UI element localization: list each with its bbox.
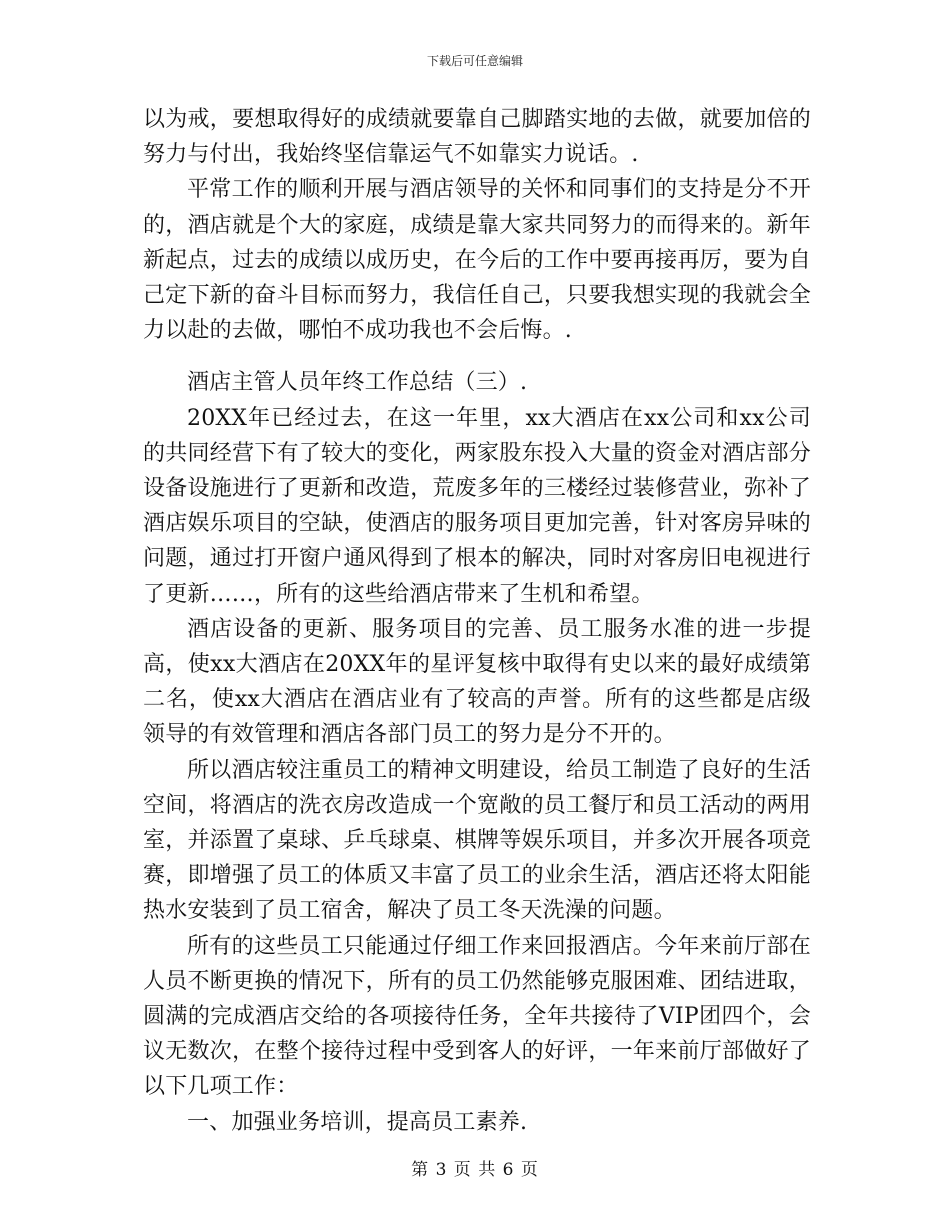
paragraph: 酒店设备的更新、服务项目的完善、员工服务水准的进一步提高，使xx大酒店在20XX年的星评复核中取得有史以来的最好成绩第二名，使xx大酒店在酒店业有了较高的声誉。所有的这些都是店级领导的有效管理和酒店各部门员工的努力是分不开的。	[143, 616, 811, 748]
paragraph: 所以酒店较注重员工的精神文明建设，给员工制造了良好的生活空间，将酒店的洗衣房改造成一个宽敞的员工餐厅和员工活动的两用室，并添置了桌球、乒乓球桌、棋牌等娱乐项目，并多次开展各项竞赛，即增强了员工的体质又丰富了员工的业余生活，酒店还将太阳能热水安装到了员工宿舍，解决了员工冬天洗澡的问题。	[143, 757, 811, 924]
paragraph: 20XX年已经过去，在这一年里，xx大酒店在xx公司和xx公司的共同经营下有了较大的变化，两家股东投入大量的资金对酒店部分设备设施进行了更新和改造，荒废多年的三楼经过装修营业，弥补了酒店娱乐项目的空缺，使酒店的服务项目更加完善，针对客房异味的问题，通过打开窗户通风得到了根本的解决，同时对客房旧电视进行了更新……，所有的这些给酒店带来了生机和希望。	[143, 405, 811, 607]
document-body	[143, 102, 811, 1140]
paragraph: 所有的这些员工只能通过仔细工作来回报酒店。今年来前厅部在人员不断更换的情况下，所有的员工仍然能够克服困难、团结进取，圆满的完成酒店交给的各项接待任务，全年共接待了VIP团四个，会议无数次，在整个接待过程中受到客人的好评，一年来前厅部做好了以下几项工作：	[143, 933, 811, 1100]
paragraph-continuation: 以为戒，要想取得好的成绩就要靠自己脚踏实地的去做，就要加倍的努力与付出，我始终坚信靠运气不如靠实力说话。.	[143, 107, 811, 168]
section-heading: 酒店主管人员年终工作总结（三）.	[187, 370, 528, 396]
list-item-heading: 一、加强业务培训，提高员工素养.	[187, 1109, 528, 1135]
page-header-note: 下载后可任意编辑	[426, 54, 523, 68]
page-number: 第 3 页 共 6 页	[411, 1160, 539, 1180]
paragraph: 平常工作的顺利开展与酒店领导的关怀和同事们的支持是分不开的，酒店就是个大的家庭，成绩是靠大家共同努力的而得来的。新年新起点，过去的成绩以成历史，在今后的工作中要再接再厉，要为自己定下新的奋斗目标而努力，我信任自己，只要我想实现的我就会全力以赴的去做，哪怕不成功我也不会后悔。.	[143, 177, 811, 344]
